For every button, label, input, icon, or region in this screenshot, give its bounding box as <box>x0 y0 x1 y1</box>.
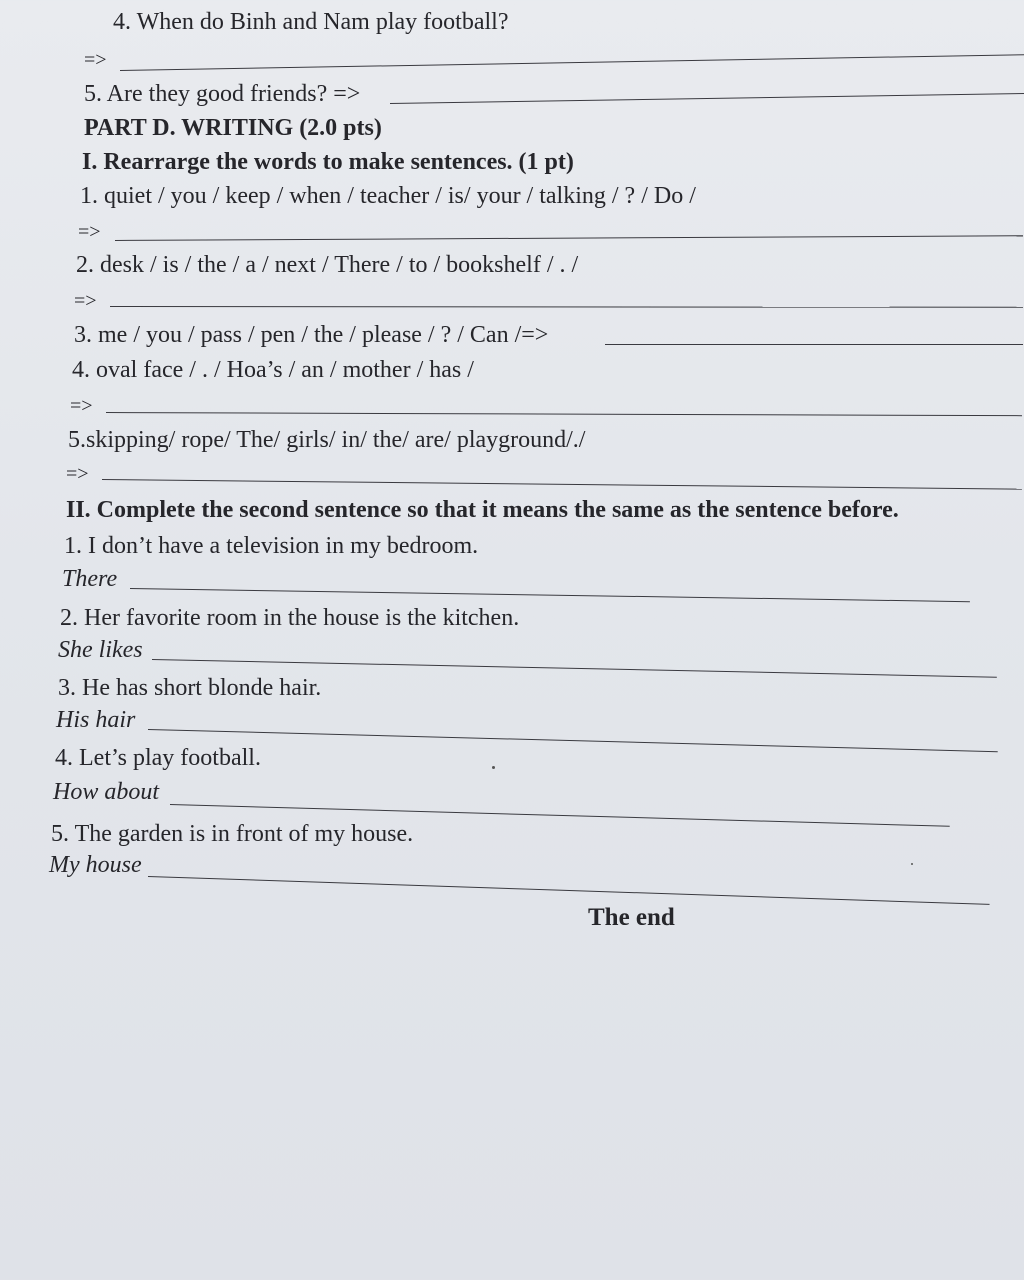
answer-arrow: => <box>66 463 89 485</box>
sentence-starter: How about <box>53 779 160 805</box>
answer-arrow: => <box>70 395 93 417</box>
answer-line[interactable] <box>106 412 1022 416</box>
rearrange-item-4: 4. oval face / . / Hoa’s / an / mother / has / <box>72 357 474 383</box>
question-5: 5. Are they good friends? => <box>84 81 361 107</box>
rearrange-item-3: 3. me / you / pass / pen / the / please / ? / Can /=> <box>74 322 549 348</box>
answer-arrow: => <box>78 221 101 243</box>
transform-item-5: 5. The garden is in front of my house. <box>51 821 414 847</box>
answer-arrow: => <box>84 49 107 71</box>
question-4: 4. When do Binh and Nam play football? <box>113 9 509 35</box>
ink-speck <box>911 863 913 865</box>
transform-item-1: 1. I don’t have a television in my bedroom. <box>64 533 479 559</box>
rearrange-item-2: 2. desk / is / the / a / next / There / to / bookshelf / . / <box>76 252 579 278</box>
answer-line[interactable] <box>148 729 998 752</box>
sentence-starter: She likes <box>58 637 143 663</box>
rearrange-item-1: 1. quiet / you / keep / when / teacher / is/ your / talking / ? / Do / <box>80 183 696 209</box>
transform-item-3: 3. He has short blonde hair. <box>58 675 322 701</box>
answer-line[interactable] <box>130 588 970 602</box>
answer-line[interactable] <box>605 344 1023 345</box>
answer-line[interactable] <box>390 93 1024 104</box>
answer-arrow: => <box>74 290 97 312</box>
section-1-title: I. Rearrarge the words to make sentences. (1 pt) <box>82 149 574 175</box>
answer-line[interactable] <box>120 54 1024 71</box>
ink-speck <box>492 766 495 769</box>
sentence-starter: There <box>62 566 118 592</box>
answer-line[interactable] <box>115 235 1023 241</box>
section-2-title: II. Complete the second sentence so that it means the same as the sentence before. <box>66 497 899 523</box>
part-d-title: PART D. WRITING (2.0 pts) <box>84 115 382 141</box>
transform-item-2: 2. Her favorite room in the house is the kitchen. <box>60 605 520 631</box>
sentence-starter: His hair <box>56 707 136 733</box>
rearrange-item-5: 5.skipping/ rope/ The/ girls/ in/ the/ are/ playground/./ <box>68 427 586 453</box>
answer-line[interactable] <box>148 876 990 905</box>
the-end-label: The end <box>588 904 675 931</box>
answer-line[interactable] <box>110 306 1023 308</box>
transform-item-4: 4. Let’s play football. <box>55 745 261 771</box>
answer-line[interactable] <box>102 479 1022 490</box>
sentence-starter: My house <box>49 852 142 878</box>
